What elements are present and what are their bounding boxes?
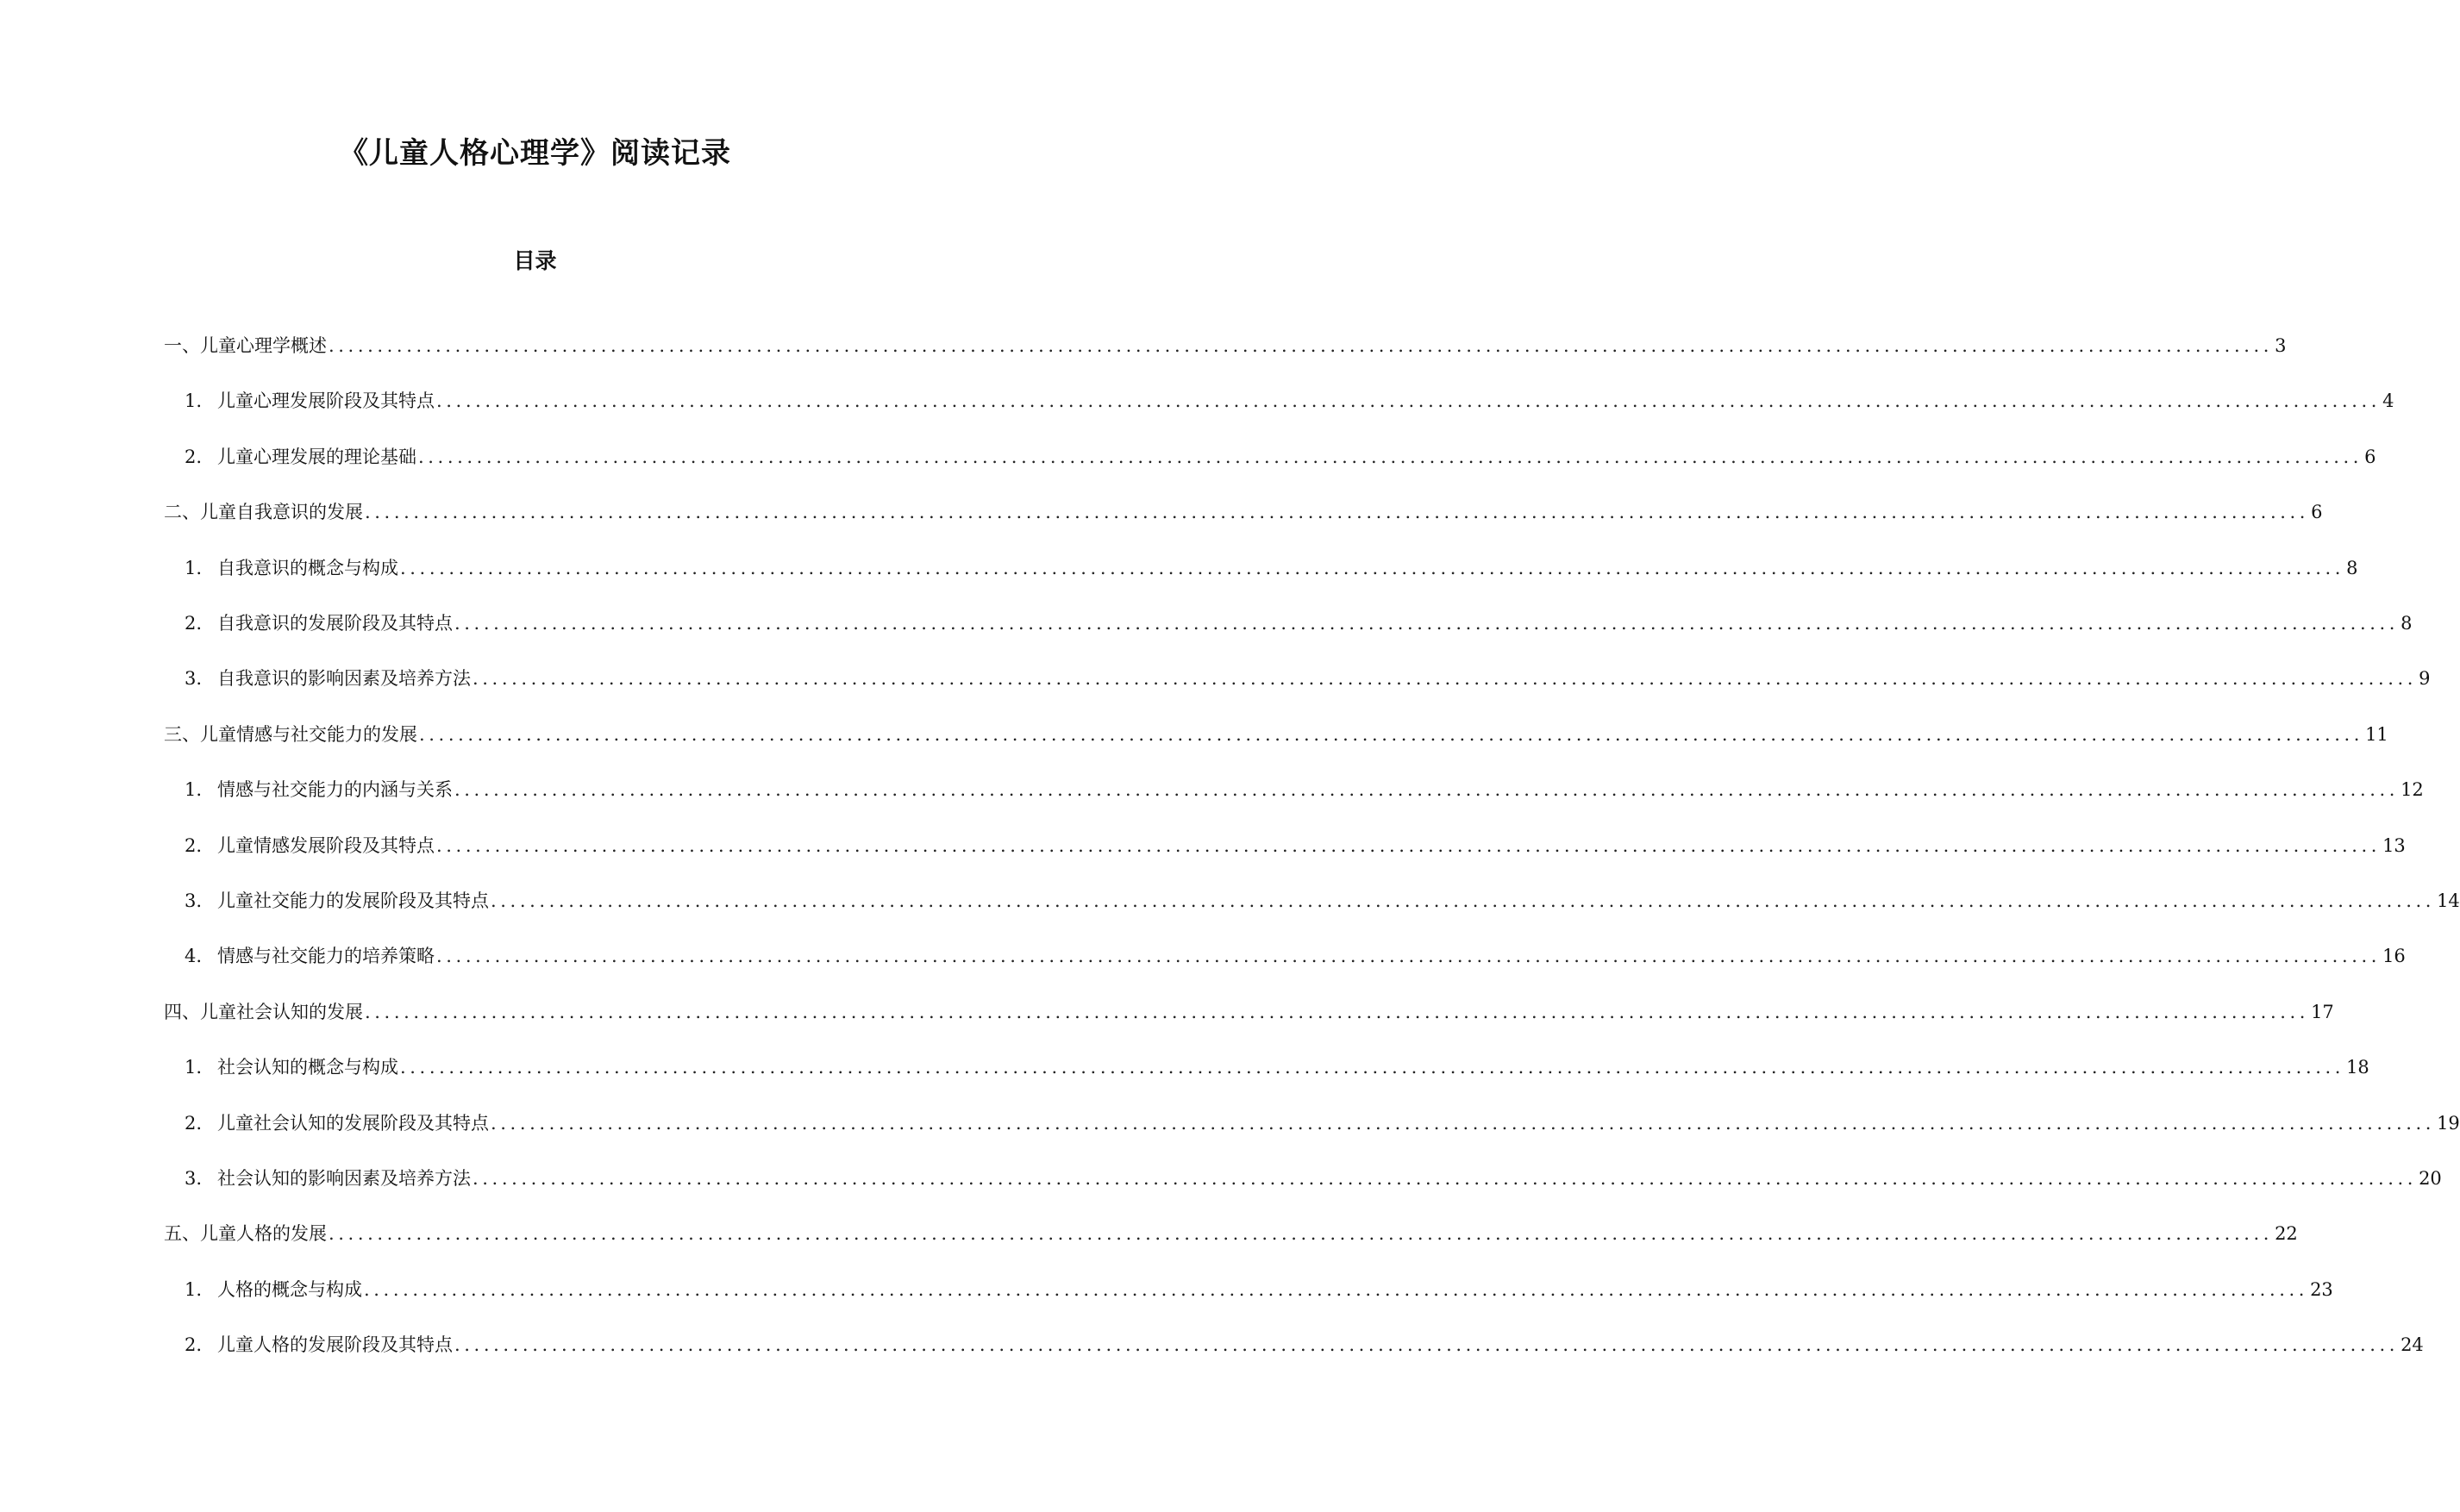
- toc-dot-leader: ........................................................................................................................................................................................................: [436, 946, 2382, 967]
- toc-entry-title: 儿童情感发展阶段及其特点: [217, 834, 435, 856]
- toc-entry[interactable]: [185, 556, 2358, 580]
- toc-entry[interactable]: [164, 334, 2287, 358]
- toc-entry-page-number: 14: [2437, 890, 2460, 911]
- toc-entry-page-number: 11: [2365, 723, 2388, 745]
- toc-dot-leader: ........................................................................................................................................................................................................: [329, 1223, 2274, 1245]
- toc-entry-page-number: 18: [2346, 1057, 2369, 1078]
- toc-entry-number: 3.: [185, 890, 203, 911]
- toc-entry[interactable]: [185, 1111, 2460, 1135]
- toc-entry-page-number: 9: [2419, 668, 2431, 690]
- toc-entry-number: 2.: [185, 1334, 203, 1356]
- toc-entry-title: 情感与社交能力的内涵与关系: [217, 779, 453, 801]
- toc-entry-page-number: 6: [2364, 446, 2376, 467]
- toc-entry-page-number: 23: [2310, 1278, 2333, 1300]
- toc-entry[interactable]: [164, 1221, 2298, 1246]
- toc-dot-leader: ........................................................................................................................................................................................................: [454, 613, 2400, 634]
- toc-entry[interactable]: [185, 889, 2460, 913]
- toc-entry[interactable]: [185, 1333, 2424, 1357]
- toc-entry-number: 2.: [185, 446, 203, 467]
- toc-entry[interactable]: [185, 389, 2394, 413]
- toc-entry-title: 儿童社交能力的发展阶段及其特点: [217, 890, 489, 911]
- toc-dot-leader: ........................................................................................................................................................................................................: [418, 446, 2363, 467]
- toc-entry[interactable]: [185, 1278, 2333, 1302]
- toc-entry-number: 3.: [185, 1168, 203, 1189]
- toc-entry-number: 1.: [185, 1278, 203, 1300]
- toc-entry-page-number: 8: [2401, 613, 2413, 634]
- toc-entry-title: 儿童人格的发展阶段及其特点: [217, 1334, 453, 1356]
- toc-entry-number: 1.: [185, 557, 203, 578]
- toc-entry-title: 五、儿童人格的发展: [164, 1223, 327, 1245]
- toc-entry-title: 人格的概念与构成: [217, 1278, 362, 1300]
- toc-entry-page-number: 13: [2382, 834, 2406, 856]
- toc-entry-number: 2.: [185, 834, 203, 856]
- toc-dot-leader: ........................................................................................................................................................................................................: [436, 390, 2382, 412]
- toc-dot-leader: ........................................................................................................................................................................................................: [329, 335, 2274, 356]
- toc-entry-number: 2.: [185, 613, 203, 634]
- toc-entry-page-number: 8: [2346, 557, 2358, 578]
- toc-entry[interactable]: [164, 1000, 2334, 1024]
- toc-entry-title: 社会认知的概念与构成: [217, 1057, 398, 1078]
- toc-entry-title: 四、儿童社会认知的发展: [164, 1001, 363, 1022]
- toc-dot-leader: ........................................................................................................................................................................................................: [400, 1057, 2345, 1078]
- toc-entry-page-number: 17: [2311, 1001, 2334, 1022]
- toc-entry-title: 儿童社会认知的发展阶段及其特点: [217, 1112, 489, 1134]
- toc-dot-leader: ........................................................................................................................................................................................................: [473, 668, 2418, 690]
- toc-dot-leader: ........................................................................................................................................................................................................: [491, 890, 2436, 911]
- toc-entry-page-number: 6: [2311, 502, 2323, 523]
- toc-entry-title: 一、儿童心理学概述: [164, 335, 327, 356]
- toc-dot-leader: ........................................................................................................................................................................................................: [365, 502, 2310, 523]
- toc-entry-title: 自我意识的影响因素及培养方法: [217, 668, 471, 690]
- toc-dot-leader: ........................................................................................................................................................................................................: [400, 557, 2345, 578]
- toc-entry[interactable]: [164, 722, 2388, 747]
- toc-entry-number: 1.: [185, 1057, 203, 1078]
- toc-entry-page-number: 4: [2382, 390, 2394, 412]
- toc-entry-number: 1.: [185, 390, 203, 412]
- toc-dot-leader: ........................................................................................................................................................................................................: [454, 779, 2400, 801]
- toc-dot-leader: ........................................................................................................................................................................................................: [436, 834, 2382, 856]
- toc-dot-leader: ........................................................................................................................................................................................................: [419, 723, 2364, 745]
- toc-entry-number: 3.: [185, 668, 203, 690]
- toc-entry-title: 情感与社交能力的培养策略: [217, 946, 435, 967]
- toc-entry-page-number: 22: [2275, 1223, 2298, 1245]
- toc-entry[interactable]: [164, 500, 2323, 524]
- toc-entry-page-number: 12: [2401, 779, 2424, 801]
- toc-entry-title: 二、儿童自我意识的发展: [164, 502, 363, 523]
- toc-entry-title: 自我意识的发展阶段及其特点: [217, 613, 453, 634]
- toc-entry-page-number: 24: [2401, 1334, 2424, 1356]
- toc-heading: 目录: [513, 248, 557, 273]
- toc-entry-number: 2.: [185, 1112, 203, 1134]
- toc-entry-page-number: 16: [2382, 946, 2406, 967]
- toc-entry[interactable]: [185, 666, 2431, 690]
- toc-entry-title: 社会认知的影响因素及培养方法: [217, 1168, 471, 1189]
- toc-entry-title: 儿童心理发展阶段及其特点: [217, 390, 435, 412]
- toc-entry[interactable]: [185, 1166, 2442, 1190]
- toc-entry-title: 儿童心理发展的理论基础: [217, 446, 416, 467]
- toc-entry[interactable]: [185, 944, 2406, 968]
- toc-entry-page-number: 3: [2275, 335, 2287, 356]
- toc-entry-page-number: 20: [2419, 1168, 2442, 1189]
- toc-entry[interactable]: [185, 778, 2424, 802]
- toc-entry[interactable]: [185, 834, 2406, 858]
- toc-entry[interactable]: [185, 611, 2413, 635]
- toc-entry-number: 1.: [185, 779, 203, 801]
- toc-entry-title: 自我意识的概念与构成: [217, 557, 398, 578]
- toc-dot-leader: ........................................................................................................................................................................................................: [365, 1001, 2310, 1022]
- toc-dot-leader: ........................................................................................................................................................................................................: [491, 1112, 2436, 1134]
- toc-entry-page-number: 19: [2437, 1112, 2460, 1134]
- toc-entry-number: 4.: [185, 946, 203, 967]
- document-title: 《儿童人格心理学》阅读记录: [339, 136, 731, 171]
- toc-dot-leader: ........................................................................................................................................................................................................: [473, 1168, 2418, 1189]
- toc-dot-leader: ........................................................................................................................................................................................................: [454, 1334, 2400, 1356]
- toc-entry[interactable]: [185, 1055, 2369, 1079]
- toc-dot-leader: ........................................................................................................................................................................................................: [364, 1278, 2309, 1300]
- toc-entry-title: 三、儿童情感与社交能力的发展: [164, 723, 417, 745]
- toc-entry[interactable]: [185, 445, 2376, 469]
